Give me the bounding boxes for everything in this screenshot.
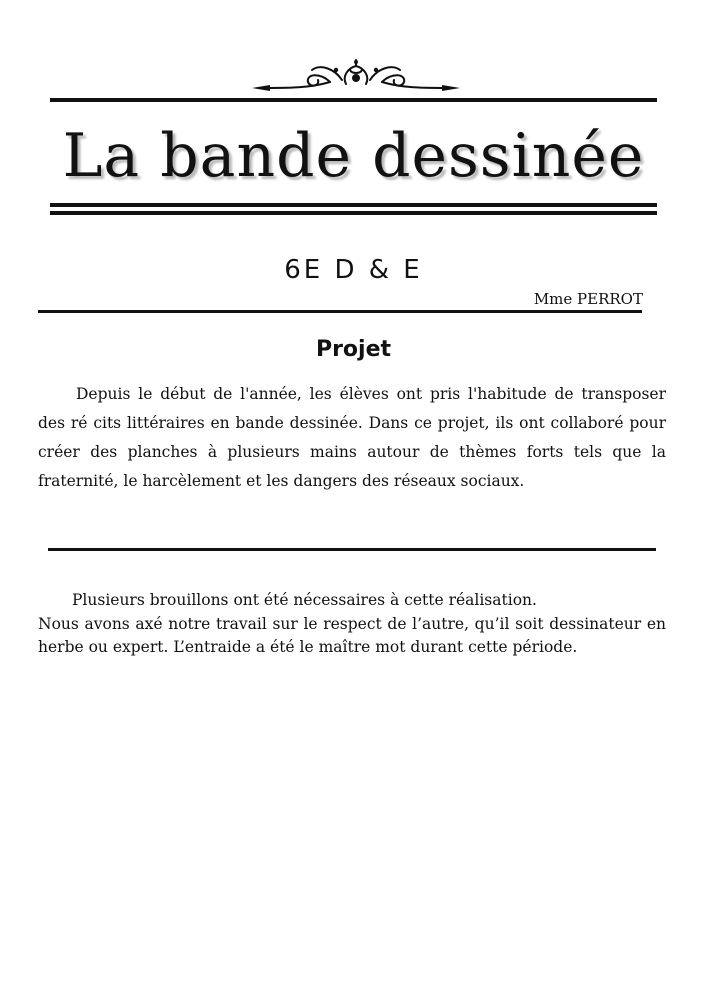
teacher-name: Mme PERROT (533, 290, 643, 308)
notes-paragraph (38, 589, 666, 660)
notes-line-2: Nous avons axé notre travail sur le respect de l’autre, qu’il soit dessinateur en herbe ou expert. L’entraide a été le maître mot durant cette période. (38, 614, 666, 656)
flourish-ornament-icon (250, 58, 462, 94)
notes-line-1-text: Plusieurs brouillons ont été nécessaires à cette réalisation. (72, 591, 537, 609)
section-divider (48, 548, 656, 551)
top-rule (50, 98, 657, 102)
header-divider (38, 310, 642, 313)
section-heading: Projet (315, 337, 392, 362)
project-paragraph: Depuis le début de l'année, les élèves ont pris l'habitude de transposer des ré cits littéraires en bande dessinée. Dans ce projet, ils ont collaboré pour créer des planches à plusieurs mains autour de thèmes forts tels que la fraternité, le harcèlement et les dangers des réseaux sociaux. (38, 385, 666, 490)
class-names: 6E D & E (284, 255, 423, 285)
page-title: La bande dessinée (62, 121, 645, 191)
title-rule-thin (50, 211, 657, 215)
notes-line-1 (38, 589, 666, 613)
title-rule-thick (50, 203, 657, 207)
